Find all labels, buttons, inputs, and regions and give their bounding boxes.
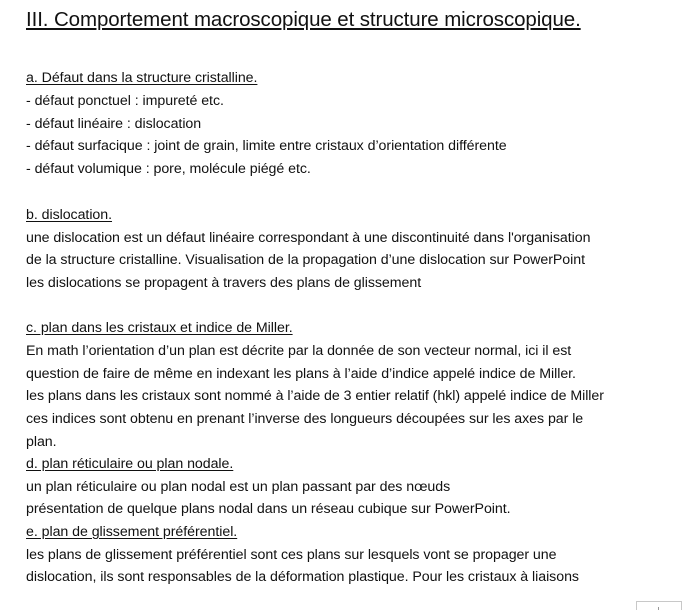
paragraph-line: - défaut linéaire : dislocation [26, 116, 202, 132]
paragraph-line: les dislocations se propagent à travers des plans de glissement [26, 275, 422, 291]
paragraph-line: - défaut volumique : pore, molécule piégé etc. [26, 161, 311, 177]
paragraph-line: - défaut surfacique : joint de grain, limite entre cristaux d’orientation différente [26, 138, 507, 154]
paragraph-line: de la structure cristalline. Visualisation de la propagation d’une dislocation sur PowerPoint [26, 252, 585, 268]
section-heading-defauts: a. Défaut dans la structure cristalline. [26, 70, 258, 86]
section-heading-plan-reticulaire: d. plan réticulaire ou plan nodale. [26, 456, 234, 472]
page-number-box [636, 601, 682, 610]
paragraph-line: dislocation, ils sont responsables de la déformation plastique. Pour les cristaux à liaisons [26, 569, 579, 585]
section-heading-dislocation: b. dislocation. [26, 207, 113, 223]
paragraph-line: un plan réticulaire ou plan nodal est un plan passant par des nœuds [26, 479, 451, 495]
section-heading-plan-glissement: e. plan de glissement préférentiel. [26, 524, 238, 540]
paragraph-line: les plans de glissement préférentiel sont ces plans sur lesquels vont se propager une [26, 547, 557, 563]
paragraph-line: - défaut ponctuel : impureté etc. [26, 93, 224, 109]
page-title: III. Comportement macroscopique et structure microscopique. [26, 8, 581, 31]
paragraph-line: ces indices sont obtenu en prenant l’inverse des longueurs découpées sur les axes par le [26, 411, 584, 427]
paragraph-line: une dislocation est un défaut linéaire correspondant à une discontinuité dans l'organisation [26, 230, 591, 246]
section-heading-miller: c. plan dans les cristaux et indice de Miller. [26, 320, 293, 336]
paragraph-line: présentation de quelque plans nodal dans un réseau cubique sur PowerPoint. [26, 501, 511, 517]
paragraph-line: question de faire de même en indexant les plans à l’aide d’indice appelé indice de Miller. [26, 366, 576, 382]
paragraph-line: En math l’orientation d’un plan est décrite par la donnée de son vecteur normal, ici il est [26, 343, 572, 359]
paragraph-line: les plans dans les cristaux sont nommé à l’aide de 3 entier relatif (hkl) appelé indice de Miller [26, 388, 604, 404]
paragraph-line: plan. [26, 434, 57, 450]
